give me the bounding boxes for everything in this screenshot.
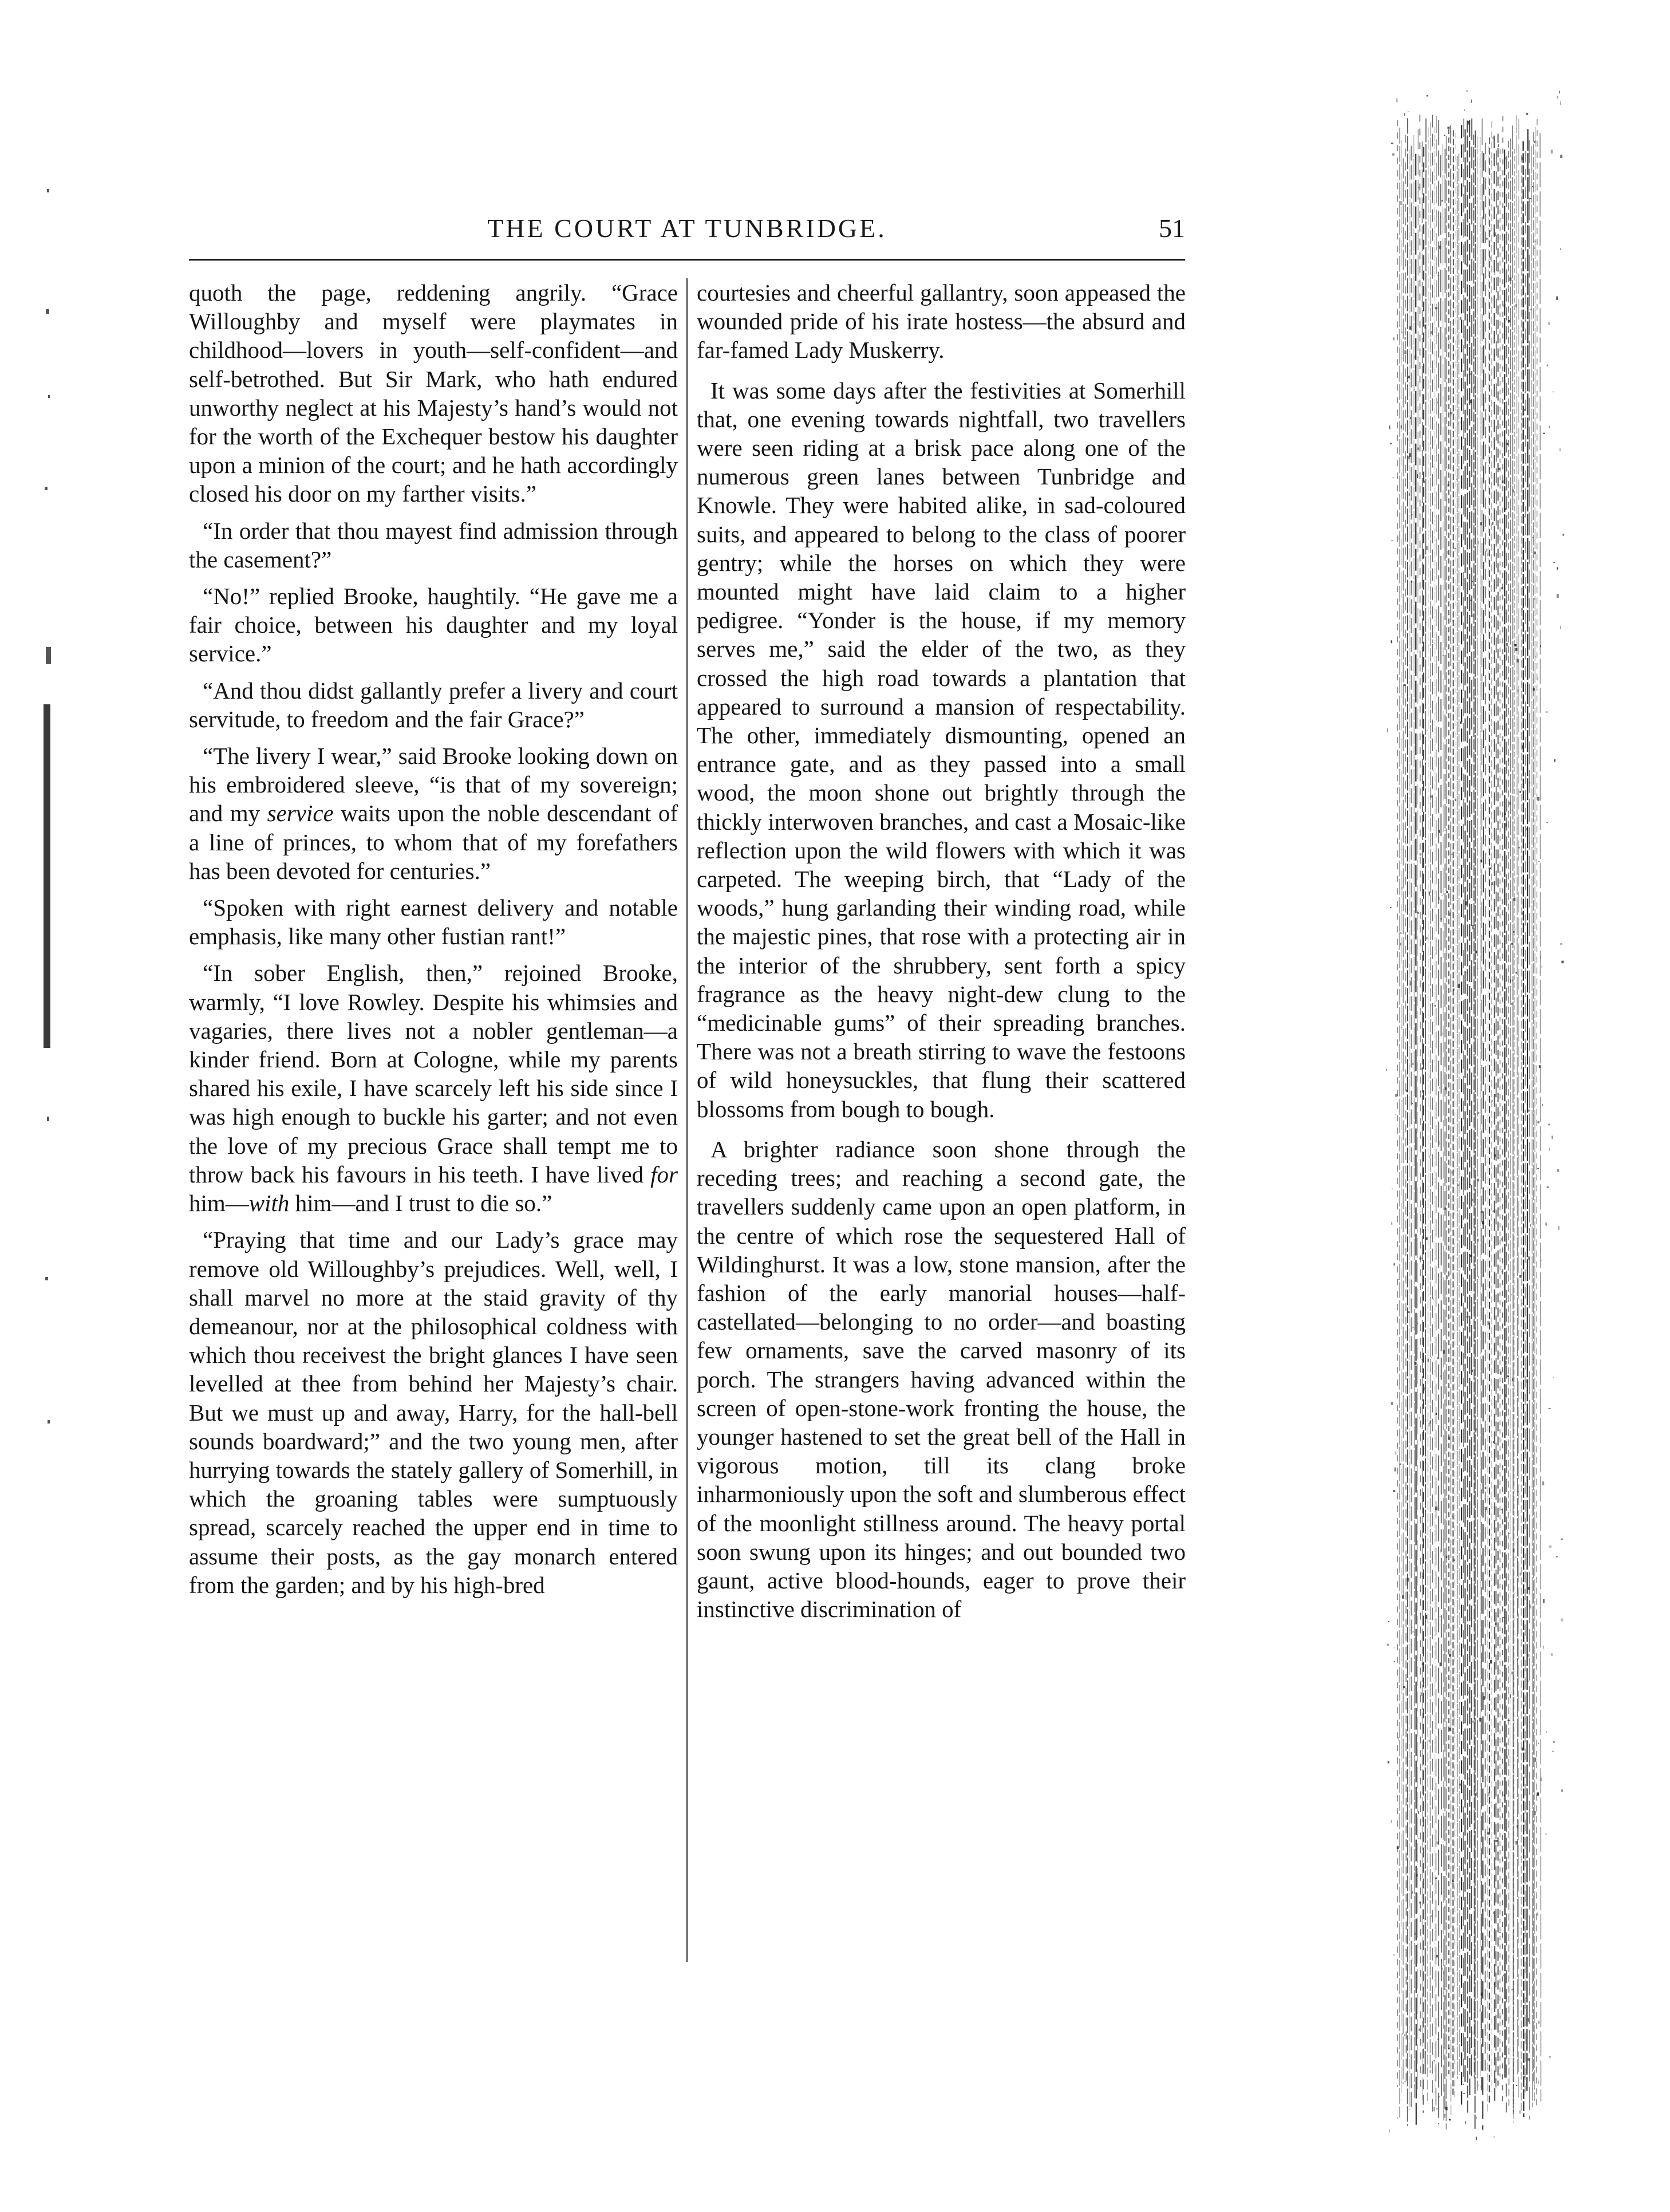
text-run: him—: [189, 1190, 249, 1217]
paragraph: “Spoken with right earnest delivery and notable emphasis, like many other fustian rant!”: [189, 894, 678, 950]
paragraph: [189, 959, 678, 1217]
paragraph: “Praying that time and our Lady’s grace may remove old Willoughby’s prejudices. Well, well, I shall marvel no more at the staid gravity of thy demeanour, nor at the philosophical coldness with which thou receivest the bright glances I have seen levelled at thee from behind her Majesty’s chair. But we must up and away, Harry, for the hall-bell sounds boardward;” and the two young men, after hurrying towards the stately gallery of Somerhill, in which the groaning tables were sumptuously spread, scarcely reached the upper end in time to assume their posts, as the gay monarch entered from the garden; and by his high-bred: [189, 1227, 678, 1598]
paragraph: “And thou didst gallantly prefer a livery and court servitude, to freedom and the fair Grace?”: [189, 677, 678, 732]
left-column: [189, 278, 678, 1973]
paragraph: “In order that thou mayest find admission through the casement?”: [189, 517, 678, 573]
paragraph: [189, 742, 678, 885]
paragraph: quoth the page, reddening angrily. “Grace Willoughby and myself were playmates in childhood—lovers in youth—self-confident—and self-betrothed. But Sir Mark, who hath endured unworthy neglect at his Majesty’s hand’s would not for the worth of the Exchequer bestow his daughter upon a minion of the court; and he hath accordingly closed his door on my farther visits.”: [189, 279, 678, 507]
text-run: “The livery I wear,” said Brooke looking down on his embroidered sleeve, “is that of my sovereign; and my: [189, 743, 678, 827]
book-page-edge-icon: [1385, 80, 1569, 2153]
header-rule: [189, 259, 1185, 261]
right-column: [697, 278, 1186, 1973]
italic-text: for: [650, 1161, 678, 1188]
paragraph: It was some days after the festivities at Somerhill that, one evening towards nightfall, two travellers were seen riding at a brisk pace along one of the numerous green lanes between Tunbridge and Knowle. They were habited alike, in sad-coloured suits, and appeared to belong to the class of poorer gentry; while the horses on which they were mounted might have laid claim to a higher pedigree. “Yonder is the house, if my memory serves me,” said the elder of the two, as they crossed the high road towards a plantation that appeared to surround a mansion of respectability. The other, immediately dismounting, opened an entrance gate, and as they passed into a small wood, the moon shone out brightly through the thickly interwoven branches, and cast a Mosaic-like reflection upon the wild flowers with which it was carpeted. The weeping birch, that “Lady of the woods,” hung garlanding their winding road, while the majestic pines, that rose with a protecting air in the interior of the shrubbery, sent forth a spicy fragrance as the heavy night-dew clung to the “medicinable gums” of their spreading branches. There was not a breath stirring to wave the festoons of wild honeysuckles, that flung their scattered blossoms from bough to bough.: [697, 377, 1186, 1122]
paragraph: A brighter radiance soon shone through the receding trees; and reaching a second gate, the travellers suddenly came upon an open platform, in the centre of which rose the sequestered Hall of Wildinghurst. It was a low, stone mansion, after the fashion of the early manorial houses—half-castellated—belonging to no order—and boasting few ornaments, save the carved masonry of its porch. The strangers having advanced within the screen of open-stone-work fronting the house, the younger hastened to set the great bell of the Hall in vigorous motion, till its clang broke inharmoniously upon the soft and slumberous effect of the moonlight stillness around. The heavy portal soon swung upon its hinges; and out bounded two gaunt, active blood-hounds, eager to prove their instinctive discrimination of: [697, 1135, 1186, 1623]
running-title: THE COURT AT TUNBRIDGE.: [487, 214, 887, 243]
margin-specks-icon: [40, 189, 57, 1449]
page-number: 51: [1159, 214, 1185, 243]
text-run: him—and I trust to die so.”: [289, 1190, 552, 1217]
italic-text: with: [248, 1190, 290, 1217]
running-head: [189, 213, 1185, 265]
text-run: “In sober English, then,” rejoined Brooke, warmly, “I love Rowley. Despite his whimsies and vagaries, there lives not a nobler gentleman—a kinder friend. Born at Cologne, while my parents shared his exile, I have scarcely left his side since I was high enough to buckle his garter; and not even the love of my precious Grace shall tempt me to throw back his favours in his teeth. I have lived: [189, 960, 678, 1188]
paragraph: courtesies and cheerful gallantry, soon appeased the wounded pride of his irate hostess—the absurd and far-famed Lady Muskerry.: [697, 279, 1186, 364]
column-divider: [686, 278, 688, 1962]
paragraph: “No!” replied Brooke, haughtily. “He gave me a fair choice, between his daughter and my loyal service.”: [189, 583, 678, 667]
text-run: waits upon the noble descendant of a line of princes, to whom that of my forefathers has been devoted for centuries.”: [189, 800, 678, 884]
italic-text: service: [267, 800, 334, 827]
